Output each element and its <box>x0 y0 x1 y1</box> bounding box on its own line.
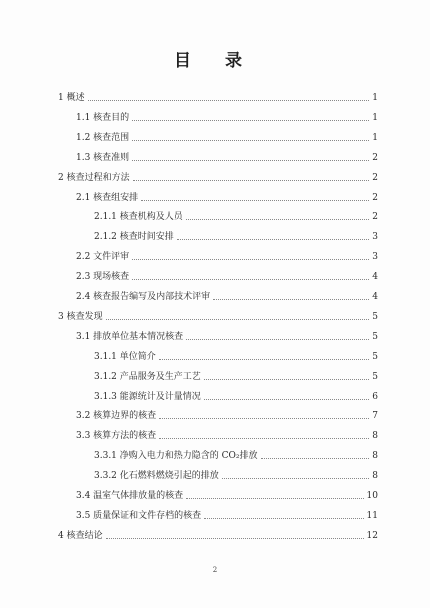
toc-entry-page: 1 <box>372 132 378 143</box>
toc-entry <box>58 446 378 462</box>
toc-entry-label: 3.2 核算边界的核查 <box>76 411 157 422</box>
dot-leader <box>213 298 369 300</box>
toc-entry-page: 3 <box>372 252 378 263</box>
dot-leader <box>204 398 369 400</box>
toc-entry-label: 1 概述 <box>58 93 85 103</box>
dot-leader <box>186 497 363 499</box>
dot-leader <box>132 139 369 141</box>
toc-entry-page: 2 <box>372 192 378 203</box>
dot-leader <box>204 517 363 519</box>
toc-entry-label: 2 核查过程和方法 <box>58 172 130 183</box>
toc-entry-label: 3.3.1 净购入电力和热力隐含的 CO₂排放 <box>94 451 258 462</box>
dot-leader <box>177 238 369 240</box>
toc-entry-label: 2.1.1 核查机构及人员 <box>94 212 183 223</box>
toc-entry-page: 4 <box>372 272 378 283</box>
toc-entry-page: 3 <box>372 232 378 243</box>
toc-entry-label: 2.1 核查组安排 <box>76 192 139 203</box>
toc-entry-page: 7 <box>372 411 378 422</box>
dot-leader <box>133 179 369 181</box>
dot-leader <box>88 99 369 101</box>
toc-entry <box>58 207 378 223</box>
dot-leader <box>141 199 369 201</box>
toc-entry-label: 3.3.2 化石燃料燃烧引起的排放 <box>94 471 219 482</box>
toc-entry-label: 3.3 核算方法的核查 <box>76 431 157 442</box>
toc-entry-label: 2.1.2 核查时间安排 <box>94 232 174 243</box>
toc-entry-label: 3.1.2 产品服务及生产工艺 <box>94 371 201 382</box>
toc-entry <box>58 168 378 184</box>
dot-leader <box>132 119 369 121</box>
dot-leader <box>186 218 369 220</box>
toc-entry-label: 3.1 排放单位基本情况核查 <box>76 331 184 342</box>
toc-entry-page: 10 <box>366 491 378 501</box>
dot-leader <box>159 437 369 439</box>
toc-entry-page: 6 <box>372 391 378 402</box>
toc-entry-page: 2 <box>372 172 378 183</box>
toc-entry-label: 3.1.3 能源统计及计量情况 <box>94 391 201 402</box>
toc-entry <box>58 227 378 243</box>
toc-entry-label: 2.4 核查报告编写及内部技术评审 <box>76 292 211 302</box>
toc-entry-label: 1.3 核查准则 <box>76 152 130 163</box>
dot-leader <box>159 417 369 419</box>
toc-entry <box>58 267 378 283</box>
toc-entry-page: 5 <box>372 371 378 382</box>
toc-entry <box>58 426 378 442</box>
toc-entry-page: 8 <box>372 471 378 482</box>
page-title: 目 录 <box>174 51 256 71</box>
toc-entry-page: 2 <box>372 152 378 163</box>
page-number: 2 <box>212 566 218 574</box>
toc-entry <box>58 526 378 542</box>
dot-leader <box>204 378 369 380</box>
toc-entry-label: 4 核查结论 <box>58 530 103 541</box>
toc-entry <box>58 188 378 204</box>
toc-entry-page: 2 <box>372 212 378 223</box>
toc-entry-page: 5 <box>372 331 378 342</box>
dot-leader <box>186 338 369 340</box>
toc-entry-label: 2.2 文件评审 <box>76 252 130 263</box>
toc-entry <box>58 506 378 522</box>
dot-leader <box>261 457 370 459</box>
toc-entry <box>58 287 378 303</box>
toc-entry-page: 11 <box>366 510 378 521</box>
toc-entry-label: 3 核查发现 <box>58 311 103 322</box>
toc-entry-page: 1 <box>372 93 378 103</box>
dot-leader <box>222 477 369 479</box>
toc-entry-page: 12 <box>366 530 378 541</box>
toc-entry-page: 4 <box>372 292 378 302</box>
toc-entry <box>58 108 378 124</box>
toc-entry-label: 3.4 温室气体排放量的核查 <box>76 491 184 501</box>
toc-entry <box>58 387 378 403</box>
toc-entry <box>58 307 378 323</box>
toc-entry-label: 1.2 核查范围 <box>76 132 130 143</box>
toc-entry-page: 1 <box>372 112 378 123</box>
toc-entry <box>58 367 378 383</box>
toc-entry-label: 3.1.1 单位简介 <box>94 351 156 362</box>
toc-entry <box>58 466 378 482</box>
toc-entry-label: 3.5 质量保证和文件存档的核查 <box>76 510 202 521</box>
toc-entry-label: 2.3 现场核查 <box>76 272 130 283</box>
toc-entry <box>58 88 378 104</box>
toc-entry <box>58 128 378 144</box>
dot-leader <box>159 358 369 360</box>
toc-entry <box>58 247 378 263</box>
dot-leader <box>106 318 369 320</box>
toc-entry-label: 1.1 核查目的 <box>76 112 130 123</box>
toc-entry <box>58 148 378 164</box>
dot-leader <box>132 159 369 161</box>
toc-entry-page: 8 <box>372 451 378 462</box>
dot-leader <box>132 278 369 280</box>
dot-leader <box>106 537 364 539</box>
toc-entry <box>58 327 378 343</box>
toc-entry <box>58 347 378 363</box>
dot-leader <box>132 258 369 260</box>
toc-entry-page: 5 <box>372 311 378 322</box>
toc-entry <box>58 406 378 422</box>
toc-entry <box>58 486 378 502</box>
toc-entry-page: 5 <box>372 351 378 362</box>
toc-entry-page: 8 <box>372 431 378 442</box>
